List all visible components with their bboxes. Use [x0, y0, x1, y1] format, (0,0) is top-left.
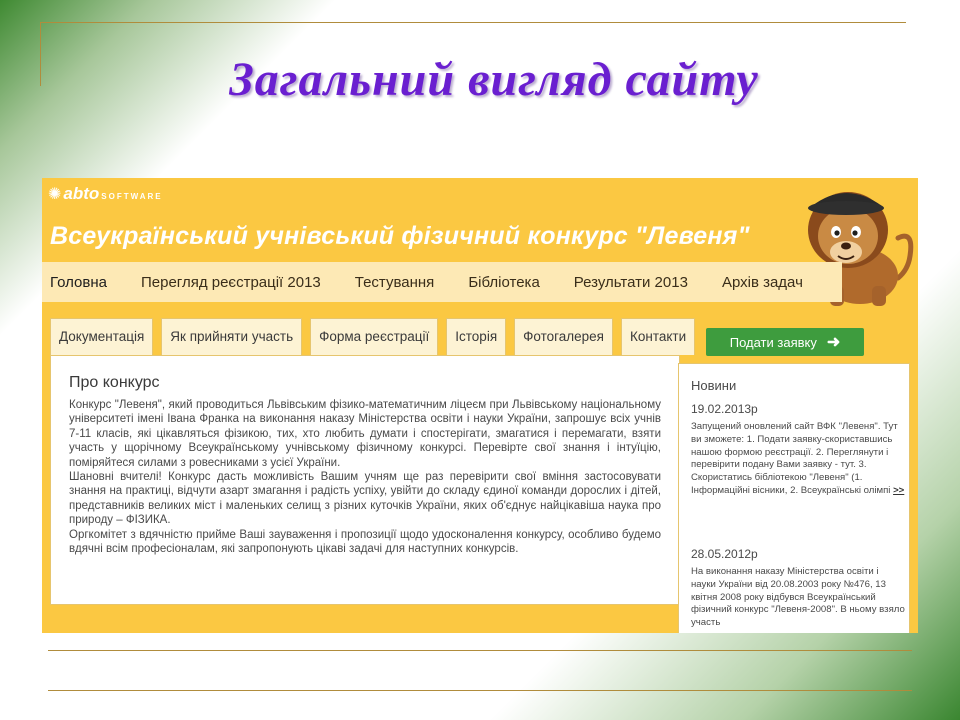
tab-documentation[interactable]: Документація — [50, 318, 153, 355]
news-item — [691, 421, 905, 498]
site-logo[interactable] — [48, 184, 163, 204]
about-panel — [50, 355, 680, 605]
nav-testing[interactable]: Тестування — [354, 273, 435, 291]
nav-library[interactable]: Бібліотека — [468, 273, 540, 291]
main-nav — [42, 262, 842, 302]
arrow-right-icon: ➜ — [826, 334, 841, 351]
about-heading: Про конкурс — [69, 374, 160, 391]
sun-logo-icon: ✺ — [48, 184, 62, 203]
about-paragraph: Конкурс "Левеня", який проводиться Львівським фізико-математичним ліцеєм при Львівському національному університеті імені Івана Франка на виконання наказу Міністерства освіти і науки України, запрошує всіх учнів 7-11 класів, які цікавляться фізикою, тих, хто любить думати і спостерігати, змагатися і перемагати, взяти участь у щорічному Всеукраїнському учнівському фізичному конкурсі. Перевірте свої знання і інтуїцію, поміряйтеся силами з ровесниками з усієї України. — [69, 399, 661, 469]
news-date: 19.02.2013р — [691, 402, 758, 416]
news-item — [691, 566, 905, 630]
news-more-link[interactable]: >> — [893, 484, 905, 496]
nav-problem-archive[interactable]: Архів задач — [721, 273, 803, 291]
about-text — [69, 398, 661, 556]
about-paragraph: Оргкомітет з вдячністю прийме Ваші зауваження і пропозиції щодо удосконалення конкурсу, особливо будемо вдячні всім професіоналам, які запропонують цікаві задачі для наступних конкурсів. — [69, 528, 661, 556]
nav-home[interactable]: Головна — [50, 273, 107, 291]
about-paragraph: Шановні вчителі! Конкурс дасть можливість Вашим учням ще раз перевірити свої вміння застосовувати знання на практиці, відчути азарт змагання і радість успіху, увійти до складу єдиної команди дорослих і дітей, представників великих міст і маленьких селищ з різних куточків України, яких об'єднує найцікавіша наука про природу – ФІЗИКА. — [69, 471, 661, 527]
logo-sub-text: SOFTWARE — [101, 192, 163, 201]
bottom-rule-2 — [48, 690, 912, 691]
logo-main-text: abto — [63, 184, 100, 203]
news-text: На виконання наказу Міністерства освіти і науки України від 20.08.2003 року №476, 13 квітня 2008 року відбувся Всеукраїнський фізичний конкурс "Левеня-2008". В ньому взяло участь — [691, 566, 905, 629]
nav-registration-2013[interactable]: Перегляд реєстрації 2013 — [141, 273, 321, 291]
tab-contacts[interactable]: Контакти — [621, 318, 695, 355]
submit-application-button[interactable] — [706, 328, 864, 356]
news-text: Запущений оновлений сайт ВФК "Левеня". Тут ви зможете: 1. Подати заявку-скориставшись нашою формою реєстрації. 2. Переглянути і перевірити подану Вами заявку - тут. 3. Скористатись бібліотекою "Левеня" (1. Інформаційні вісники, 2. Всеукраїнські олімпі — [691, 421, 898, 496]
tab-photo-gallery[interactable]: Фотогалерея — [514, 318, 613, 355]
section-tabs — [50, 318, 703, 355]
submit-button-label: Подати заявку — [729, 334, 817, 350]
top-rule — [40, 22, 906, 23]
news-panel — [678, 363, 910, 633]
nav-results-2013[interactable]: Результати 2013 — [573, 273, 688, 291]
tab-history[interactable]: Історія — [446, 318, 506, 355]
news-date: 28.05.2012р — [691, 547, 758, 561]
tab-how-to-participate[interactable]: Як прийняти участь — [161, 318, 302, 355]
news-heading: Новини — [691, 378, 737, 393]
tab-registration-form[interactable]: Форма реєстрації — [310, 318, 438, 355]
website-screenshot — [42, 178, 918, 633]
bottom-rule — [48, 650, 912, 651]
site-title: Всеукраїнський учнівський фізичний конкурс "Левеня" — [50, 222, 750, 250]
slide-title: Загальний вигляд сайту — [229, 53, 759, 106]
